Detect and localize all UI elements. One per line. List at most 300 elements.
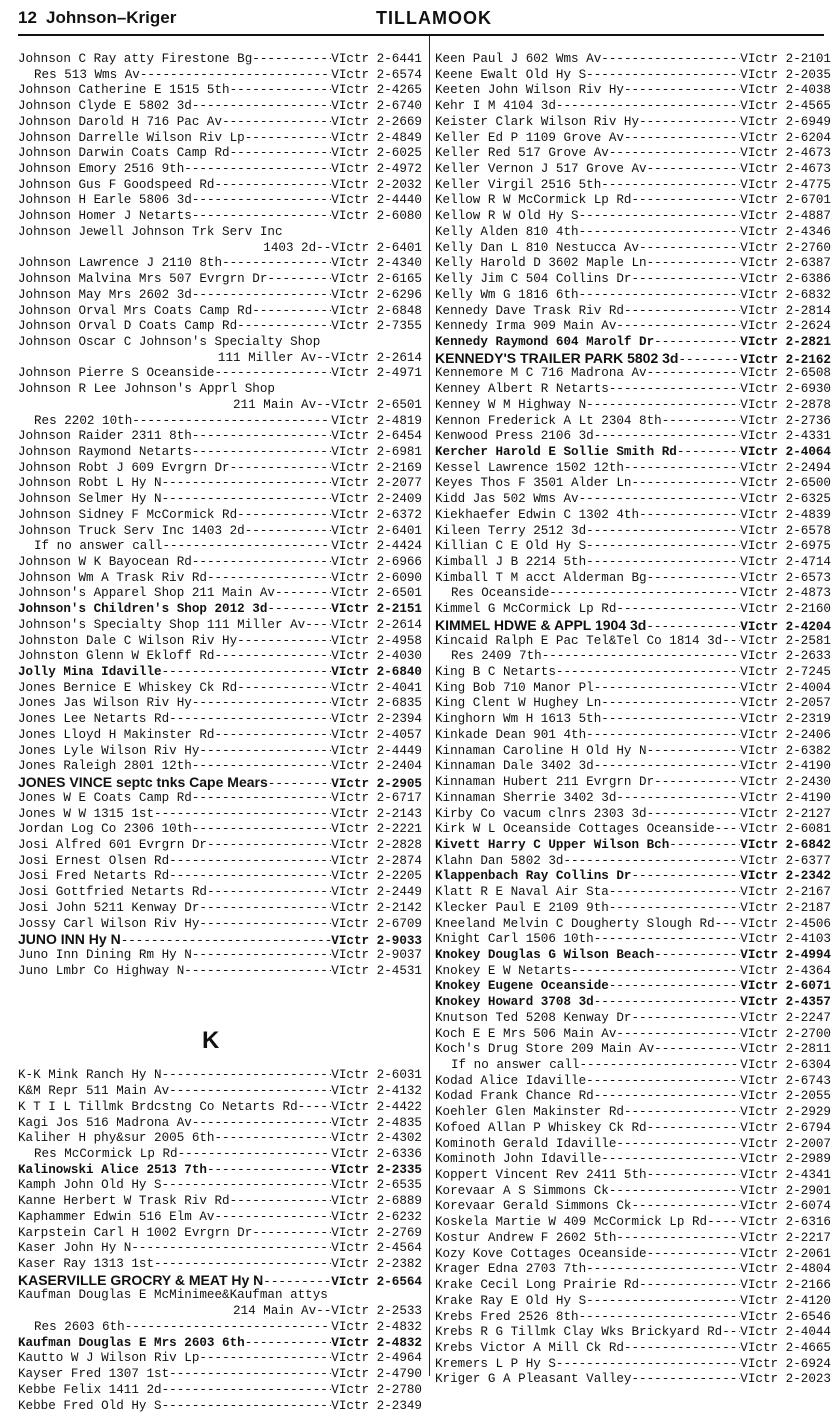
leader-dashes: [609, 1184, 740, 1200]
phone-number: VIctr 2-6794: [740, 1121, 831, 1137]
listing-name: Kaser Ray 1313 1st: [18, 1257, 154, 1273]
listing-row: [18, 131, 422, 147]
listing-name: Kremers L P Hy S: [435, 1357, 556, 1373]
phone-number: VIctr 2-2614: [331, 618, 422, 634]
leader-dashes: [707, 1215, 740, 1231]
listing-name: If no answer call: [18, 539, 162, 555]
leader-dashes: [601, 696, 740, 712]
leader-dashes: [230, 83, 332, 99]
listing-name: Knokey Howard 3708 3d: [435, 995, 594, 1011]
listing-row: [435, 759, 831, 775]
listing-row: [435, 1137, 831, 1153]
leader-dashes: [586, 524, 740, 540]
phone-number: VIctr 2-4346: [740, 225, 831, 241]
left-column-j-listings: [18, 52, 422, 979]
listing-row: [435, 1372, 831, 1388]
phone-number: VIctr 2-6840: [331, 665, 422, 681]
leader-dashes: [316, 351, 331, 367]
phone-number: VIctr 2-6535: [331, 1178, 422, 1194]
listing-row: [18, 508, 422, 524]
listing-row: [18, 1399, 422, 1414]
listing-name: King Clent W Hughey Ln: [435, 696, 601, 712]
listing-row: [435, 461, 831, 477]
listing-name: Johnson Pierre S Oceanside: [18, 366, 215, 382]
listing-name: King Bob 710 Manor Pl: [435, 681, 594, 697]
listing-name: Johnson Raider 2311 8th: [18, 429, 192, 445]
listing-name: Jones Lee Netarts Rd: [18, 712, 169, 728]
leader-dashes: [230, 461, 332, 477]
listing-name: Johnson Orval Mrs Coats Camp Rd: [18, 304, 252, 320]
phone-number: VIctr 2-4440: [331, 193, 422, 209]
leader-dashes: [601, 1152, 740, 1168]
listing-row: [435, 162, 831, 178]
listing-name: Res 2603 6th: [18, 1320, 125, 1336]
listing-name: Johnson Emory 2516 9th: [18, 162, 184, 178]
phone-number: VIctr 2-4819: [331, 414, 422, 430]
phone-number: VIctr 2-2700: [740, 1027, 831, 1043]
section-spacer: [18, 1056, 422, 1068]
listing-name: Kelly Wm G 1816 6th: [435, 288, 579, 304]
phone-number: VIctr 2-2032: [331, 178, 422, 194]
leader-dashes: [616, 602, 740, 618]
listing-row: [435, 1184, 831, 1200]
leader-dashes: [268, 777, 332, 791]
listing-name: Kominoth Gerald Idaville: [435, 1137, 616, 1153]
leader-dashes: [632, 1199, 741, 1215]
leader-dashes: [192, 429, 331, 445]
phone-number: VIctr 2-2929: [740, 1105, 831, 1121]
leader-dashes: [192, 555, 331, 571]
listing-name: Kostur Andrew F 2602 5th: [435, 1231, 616, 1247]
listing-name: Johnson's Apparel Shop 211 Main Av: [18, 586, 275, 602]
leader-dashes: [162, 665, 332, 681]
listing-row: [18, 1131, 422, 1147]
listing-row: [18, 1304, 422, 1320]
phone-number: VIctr 2-4775: [740, 178, 831, 194]
listing-name: Johnson W K Bayocean Rd: [18, 555, 192, 571]
phone-number: VIctr 2-2780: [331, 1383, 422, 1399]
phone-number: VIctr 2-6573: [740, 571, 831, 587]
listing-row: [18, 1367, 422, 1383]
page-number: 12: [18, 8, 37, 28]
leader-dashes: [722, 634, 740, 650]
listing-row: [435, 288, 831, 304]
listing-name: Koch's Drug Store 209 Main Av: [435, 1042, 654, 1058]
leader-dashes: [237, 634, 331, 650]
listing-row: [435, 524, 831, 540]
phone-number: VIctr 2-4422: [331, 1100, 422, 1116]
listing-name: 111 Miller Av: [218, 351, 316, 367]
listing-name: Jones Bernice E Whiskey Ck Rd: [18, 681, 237, 697]
listing-name: Keen Paul J 602 Wms Av: [435, 52, 601, 68]
phone-number: VIctr 2-4714: [740, 555, 831, 571]
leader-dashes: [263, 1275, 331, 1289]
phone-number: VIctr 2-2581: [740, 634, 831, 650]
leader-dashes: [207, 885, 331, 901]
listing-name: Kaliher H phy&sur 2005 6th: [18, 1131, 215, 1147]
listing-row: [435, 115, 831, 131]
phone-number: VIctr 2-4565: [740, 99, 831, 115]
leader-dashes: [154, 1257, 331, 1273]
listing-name: Res 2202 10th: [18, 414, 132, 430]
leader-dashes: [169, 869, 331, 885]
listing-row: [18, 618, 422, 634]
listing-row: [435, 838, 831, 854]
listing-name: Kirk W L Oceanside Cottages Oceanside: [435, 822, 715, 838]
listing-row: [435, 1357, 831, 1373]
listing-name: Koch E E Mrs 506 Main Av: [435, 1027, 616, 1043]
listing-row: [435, 885, 831, 901]
leader-dashes: [192, 288, 331, 304]
leader-dashes: [199, 917, 331, 933]
leader-dashes: [579, 209, 741, 225]
listing-name: King B C Netarts: [435, 665, 556, 681]
leader-dashes: [624, 461, 740, 477]
phone-number: VIctr 2-2077: [331, 476, 422, 492]
phone-number: VIctr 2-4340: [331, 256, 422, 272]
phone-number: VIctr 2-6316: [740, 1215, 831, 1231]
listing-row: [18, 1100, 422, 1116]
phone-number: VIctr 2-2409: [331, 492, 422, 508]
listing-row: [435, 586, 831, 602]
listing-name: Kenney Albert R Netarts: [435, 382, 609, 398]
phone-number: VIctr 2-6975: [740, 539, 831, 555]
leader-dashes: [192, 445, 331, 461]
listing-name: Kincaid Ralph E Pac Tel&Tel Co 1814 3d: [435, 634, 722, 650]
leader-dashes: [647, 571, 741, 587]
phone-number: VIctr 2-6204: [740, 131, 831, 147]
listing-name: Jones W W 1315 1st: [18, 807, 154, 823]
listing-name: Johnson Darrelle Wilson Riv Lp: [18, 131, 245, 147]
listing-row: [18, 351, 422, 367]
listing-name: Korevaar A S Simmons Ck: [435, 1184, 609, 1200]
listing-name: Kofoed Allan P Whiskey Ck Rd: [435, 1121, 647, 1137]
phone-number: VIctr 2-2769: [331, 1226, 422, 1242]
phone-number: VIctr 2-2319: [740, 712, 831, 728]
listing-name: Kelly Harold D 3602 Maple Ln: [435, 256, 647, 272]
leader-dashes: [192, 822, 331, 838]
listing-name: Johnson Jewell Johnson Trk Serv Inc: [18, 225, 283, 241]
phone-number: VIctr 2-2533: [331, 1304, 422, 1320]
phone-number: VIctr 2-4265: [331, 83, 422, 99]
listing-row: [435, 1341, 831, 1357]
leader-dashes: [632, 476, 741, 492]
phone-number: VIctr 2-2061: [740, 1247, 831, 1263]
phone-number: VIctr 2-2127: [740, 807, 831, 823]
leader-dashes: [594, 429, 741, 445]
leader-dashes: [230, 146, 332, 162]
listing-row: [435, 964, 831, 980]
leader-dashes: [678, 353, 740, 367]
listing-row: [435, 492, 831, 508]
listing-name: JONES VINCE septc tnks Cape Mears: [18, 775, 268, 791]
phone-number: VIctr 2-2760: [740, 241, 831, 257]
listing-name: Keller Vernon J 517 Grove Av: [435, 162, 647, 178]
leader-dashes: [586, 1294, 740, 1310]
leader-dashes: [237, 508, 331, 524]
leader-dashes: [579, 288, 741, 304]
phone-number: VIctr 2-6574: [331, 68, 422, 84]
listing-name: Kamph John Old Hy S: [18, 1178, 162, 1194]
leader-dashes: [616, 319, 740, 335]
leader-dashes: [616, 1137, 740, 1153]
listing-row: [18, 476, 422, 492]
listing-row: [18, 712, 422, 728]
phone-number: VIctr 2-4190: [740, 759, 831, 775]
leader-dashes: [131, 1241, 331, 1257]
leader-dashes: [624, 1105, 740, 1121]
listing-row: [18, 838, 422, 854]
left-column-k-listings: [18, 1068, 422, 1414]
phone-number: VIctr 2-6717: [331, 791, 422, 807]
listing-name: Korevaar Gerald Simmons Ck: [435, 1199, 632, 1215]
leader-dashes: [654, 1042, 740, 1058]
listing-row: [18, 1257, 422, 1273]
leader-dashes: [647, 744, 741, 760]
phone-number: VIctr 2-2828: [331, 838, 422, 854]
phone-number: VIctr 2-6372: [331, 508, 422, 524]
listing-name: Kidd Jas 502 Wms Av: [435, 492, 579, 508]
leader-dashes: [192, 948, 331, 964]
town-heading: TILLAMOOK: [376, 8, 492, 29]
phone-number: VIctr 2-4971: [331, 366, 422, 382]
listing-name: Kiekhaefer Edwin C 1302 4th: [435, 508, 639, 524]
listing-row: [18, 665, 422, 681]
listing-row: [435, 146, 831, 162]
phone-number: VIctr 2-6564: [331, 1275, 422, 1289]
listing-row: [18, 775, 422, 791]
phone-number: VIctr 2-2151: [331, 602, 422, 618]
listing-name: Kennemore M C 716 Madrona Av: [435, 366, 647, 382]
right-column: [435, 52, 831, 1388]
phone-number: VIctr 2-4004: [740, 681, 831, 697]
leader-dashes: [245, 1336, 332, 1352]
leader-dashes: [654, 948, 740, 964]
leader-dashes: [125, 1320, 332, 1336]
listing-name: Keister Clark Wilson Riv Hy: [435, 115, 639, 131]
leader-dashes: [616, 1231, 740, 1247]
listing-name: Karpstein Carl H 1002 Evrgrn Dr: [18, 1226, 252, 1242]
phone-number: VIctr 2-6441: [331, 52, 422, 68]
listing-row: [435, 696, 831, 712]
leader-dashes: [169, 854, 331, 870]
listing-row: [18, 288, 422, 304]
listing-name: Jossy Carl Wilson Riv Hy: [18, 917, 199, 933]
leader-dashes: [601, 712, 740, 728]
phone-number: VIctr 2-2205: [331, 869, 422, 885]
listing-name: Josi Gottfried Netarts Rd: [18, 885, 207, 901]
listing-name: Kebbe Felix 1411 2d: [18, 1383, 162, 1399]
listing-name: Johnson Oscar C Johnson's Specialty Shop: [18, 335, 320, 351]
leader-dashes: [715, 917, 741, 933]
listing-row: [435, 681, 831, 697]
listing-row: [18, 99, 422, 115]
phone-number: VIctr 2-6387: [740, 256, 831, 272]
leader-dashes: [215, 1131, 332, 1147]
leader-dashes: [140, 68, 331, 84]
listing-row: [435, 1262, 831, 1278]
phone-number: VIctr 2-4057: [331, 728, 422, 744]
listing-name: KIMMEL HDWE & APPL 1904 3d: [435, 618, 646, 634]
listing-name: If no answer call: [435, 1058, 579, 1074]
listing-name: Johnson Wm A Trask Riv Rd: [18, 571, 207, 587]
leader-dashes: [252, 304, 331, 320]
phone-number: VIctr 2-4673: [740, 146, 831, 162]
leader-dashes: [178, 1147, 332, 1163]
listing-name: Res McCormick Lp Rd: [18, 1147, 178, 1163]
leader-dashes: [222, 115, 331, 131]
leader-dashes: [654, 775, 740, 791]
listing-name: Kneeland Melvin C Dougherty Slough Rd: [435, 917, 715, 933]
phone-number: VIctr 2-4364: [740, 964, 831, 980]
phone-number: VIctr 2-6454: [331, 429, 422, 445]
phone-number: VIctr 2-2494: [740, 461, 831, 477]
listing-row: [435, 241, 831, 257]
phone-number: VIctr 2-4132: [331, 1084, 422, 1100]
listing-name: Klatt R E Naval Air Sta: [435, 885, 609, 901]
listing-name: Josi John 5211 Kenway Dr: [18, 901, 199, 917]
listing-row: [435, 1074, 831, 1090]
leader-dashes: [556, 1357, 740, 1373]
listing-row: [435, 99, 831, 115]
leader-dashes: [632, 272, 741, 288]
listing-row: [18, 744, 422, 760]
leader-dashes: [237, 319, 331, 335]
phone-number: VIctr 2-2874: [331, 854, 422, 870]
leader-dashes: [639, 508, 740, 524]
listing-row: [18, 1320, 422, 1336]
leader-dashes: [215, 649, 332, 665]
leader-dashes: [609, 979, 740, 995]
listing-row: [18, 1241, 422, 1257]
listing-row: [435, 1027, 831, 1043]
phone-number: VIctr 2-6848: [331, 304, 422, 320]
listing-row: [435, 555, 831, 571]
listing-name: Josi Fred Netarts Rd: [18, 869, 169, 885]
listing-name: Johnston Dale C Wilson Riv Hy: [18, 634, 237, 650]
listing-name: 214 Main Av: [233, 1304, 316, 1320]
listing-name: Kinnaman Sherrie 3402 3d: [435, 791, 616, 807]
phone-number: VIctr 2-2814: [740, 304, 831, 320]
listing-row: [18, 602, 422, 618]
listing-row: [435, 398, 831, 414]
phone-number: VIctr 2-4958: [331, 634, 422, 650]
listing-name: Kriger G A Pleasant Valley: [435, 1372, 632, 1388]
listing-row: [18, 241, 422, 257]
listing-name: Johnson Truck Serv Inc 1403 2d: [18, 524, 245, 540]
leader-dashes: [632, 869, 741, 885]
phone-number: VIctr 2-6500: [740, 476, 831, 492]
listing-row: [18, 524, 422, 540]
leader-dashes: [624, 131, 740, 147]
leader-dashes: [245, 524, 332, 540]
phone-number: VIctr 2-6546: [740, 1310, 831, 1326]
listing-name: Johnson's Children's Shop 2012 3d: [18, 602, 267, 618]
listing-row: [18, 1336, 422, 1352]
listing-name: Kimmel G McCormick Lp Rd: [435, 602, 616, 618]
leader-dashes: [647, 256, 741, 272]
leader-dashes: [624, 83, 740, 99]
phone-number: VIctr 2-6325: [740, 492, 831, 508]
listing-row: [18, 492, 422, 508]
listing-name: Killian C E Old Hy S: [435, 539, 586, 555]
listing-name: Krebs Fred 2526 8th: [435, 1310, 579, 1326]
phone-number: VIctr 2-2055: [740, 1089, 831, 1105]
listing-name: K&M Repr 511 Main Av: [18, 1084, 169, 1100]
leader-dashes: [252, 1226, 331, 1242]
leader-dashes: [192, 209, 331, 225]
listing-row: [18, 1084, 422, 1100]
listing-name: Kalinowski Alice 2513 7th: [18, 1163, 207, 1179]
listing-row: [18, 115, 422, 131]
phone-number: VIctr 2-4849: [331, 131, 422, 147]
leader-dashes: [586, 68, 740, 84]
leader-dashes: [571, 964, 740, 980]
listing-row: [435, 1089, 831, 1105]
leader-dashes: [192, 99, 331, 115]
phone-number: VIctr 2-4964: [331, 1351, 422, 1367]
leader-dashes: [609, 901, 740, 917]
leader-dashes: [609, 382, 740, 398]
listing-name: Knokey Eugene Oceanside: [435, 979, 609, 995]
phone-number: VIctr 2-4341: [740, 1168, 831, 1184]
phone-number: VIctr 2-6501: [331, 398, 422, 414]
leader-dashes: [624, 1341, 740, 1357]
phone-number: VIctr 2-2217: [740, 1231, 831, 1247]
listing-name: Johnson Selmer Hy N: [18, 492, 162, 508]
listing-name: Kennedy Raymond 604 Marolf Dr: [435, 335, 654, 351]
listing-row: [18, 901, 422, 917]
listing-name: Johnson Lawrence J 2110 8th: [18, 256, 222, 272]
listing-name: Koehler Glen Makinster Rd: [435, 1105, 624, 1121]
phone-number: VIctr 2-4506: [740, 917, 831, 933]
listing-name: Knutson Ted 5208 Kenway Dr: [435, 1011, 632, 1027]
listing-name: Krake Cecil Long Prairie Rd: [435, 1278, 639, 1294]
listing-row: [18, 539, 422, 555]
phone-number: VIctr 2-2247: [740, 1011, 831, 1027]
listing-row: [435, 351, 831, 367]
listing-name: Kodad Frank Chance Rd: [435, 1089, 594, 1105]
listing-row: [18, 429, 422, 445]
leader-dashes: [556, 665, 740, 681]
leader-dashes: [609, 885, 740, 901]
phone-number: VIctr 2-6578: [740, 524, 831, 540]
listing-name: Jones Lloyd H Makinster Rd: [18, 728, 215, 744]
phone-number: VIctr 2-2160: [740, 602, 831, 618]
listing-name: Kozy Kove Cottages Oceanside: [435, 1247, 647, 1263]
listing-row: [435, 1121, 831, 1137]
listing-name: Johnson H Earle 5806 3d: [18, 193, 192, 209]
leader-dashes: [192, 1116, 331, 1132]
leader-dashes: [215, 366, 332, 382]
leader-dashes: [647, 807, 741, 823]
listing-name: KASERVILLE GROCRY & MEAT Hy N: [18, 1273, 263, 1289]
phone-number: VIctr 2-4832: [331, 1336, 422, 1352]
listing-row: [435, 539, 831, 555]
phone-number: VIctr 2-6080: [331, 209, 422, 225]
phone-number: VIctr 2-2633: [740, 649, 831, 665]
phone-number: VIctr 2-2624: [740, 319, 831, 335]
listing-row: [18, 1163, 422, 1179]
listing-name: KENNEDY'S TRAILER PARK 5802 3d: [435, 351, 678, 367]
leader-dashes: [132, 414, 331, 430]
listing-row: [435, 775, 831, 791]
phone-number: VIctr 2-2382: [331, 1257, 422, 1273]
listing-row: [18, 366, 422, 382]
listing-name: Johnson Malvina Mrs 507 Evrgrn Dr: [18, 272, 267, 288]
listing-row: [18, 83, 422, 99]
listing-name: Keene Ewalt Old Hy S: [435, 68, 586, 84]
